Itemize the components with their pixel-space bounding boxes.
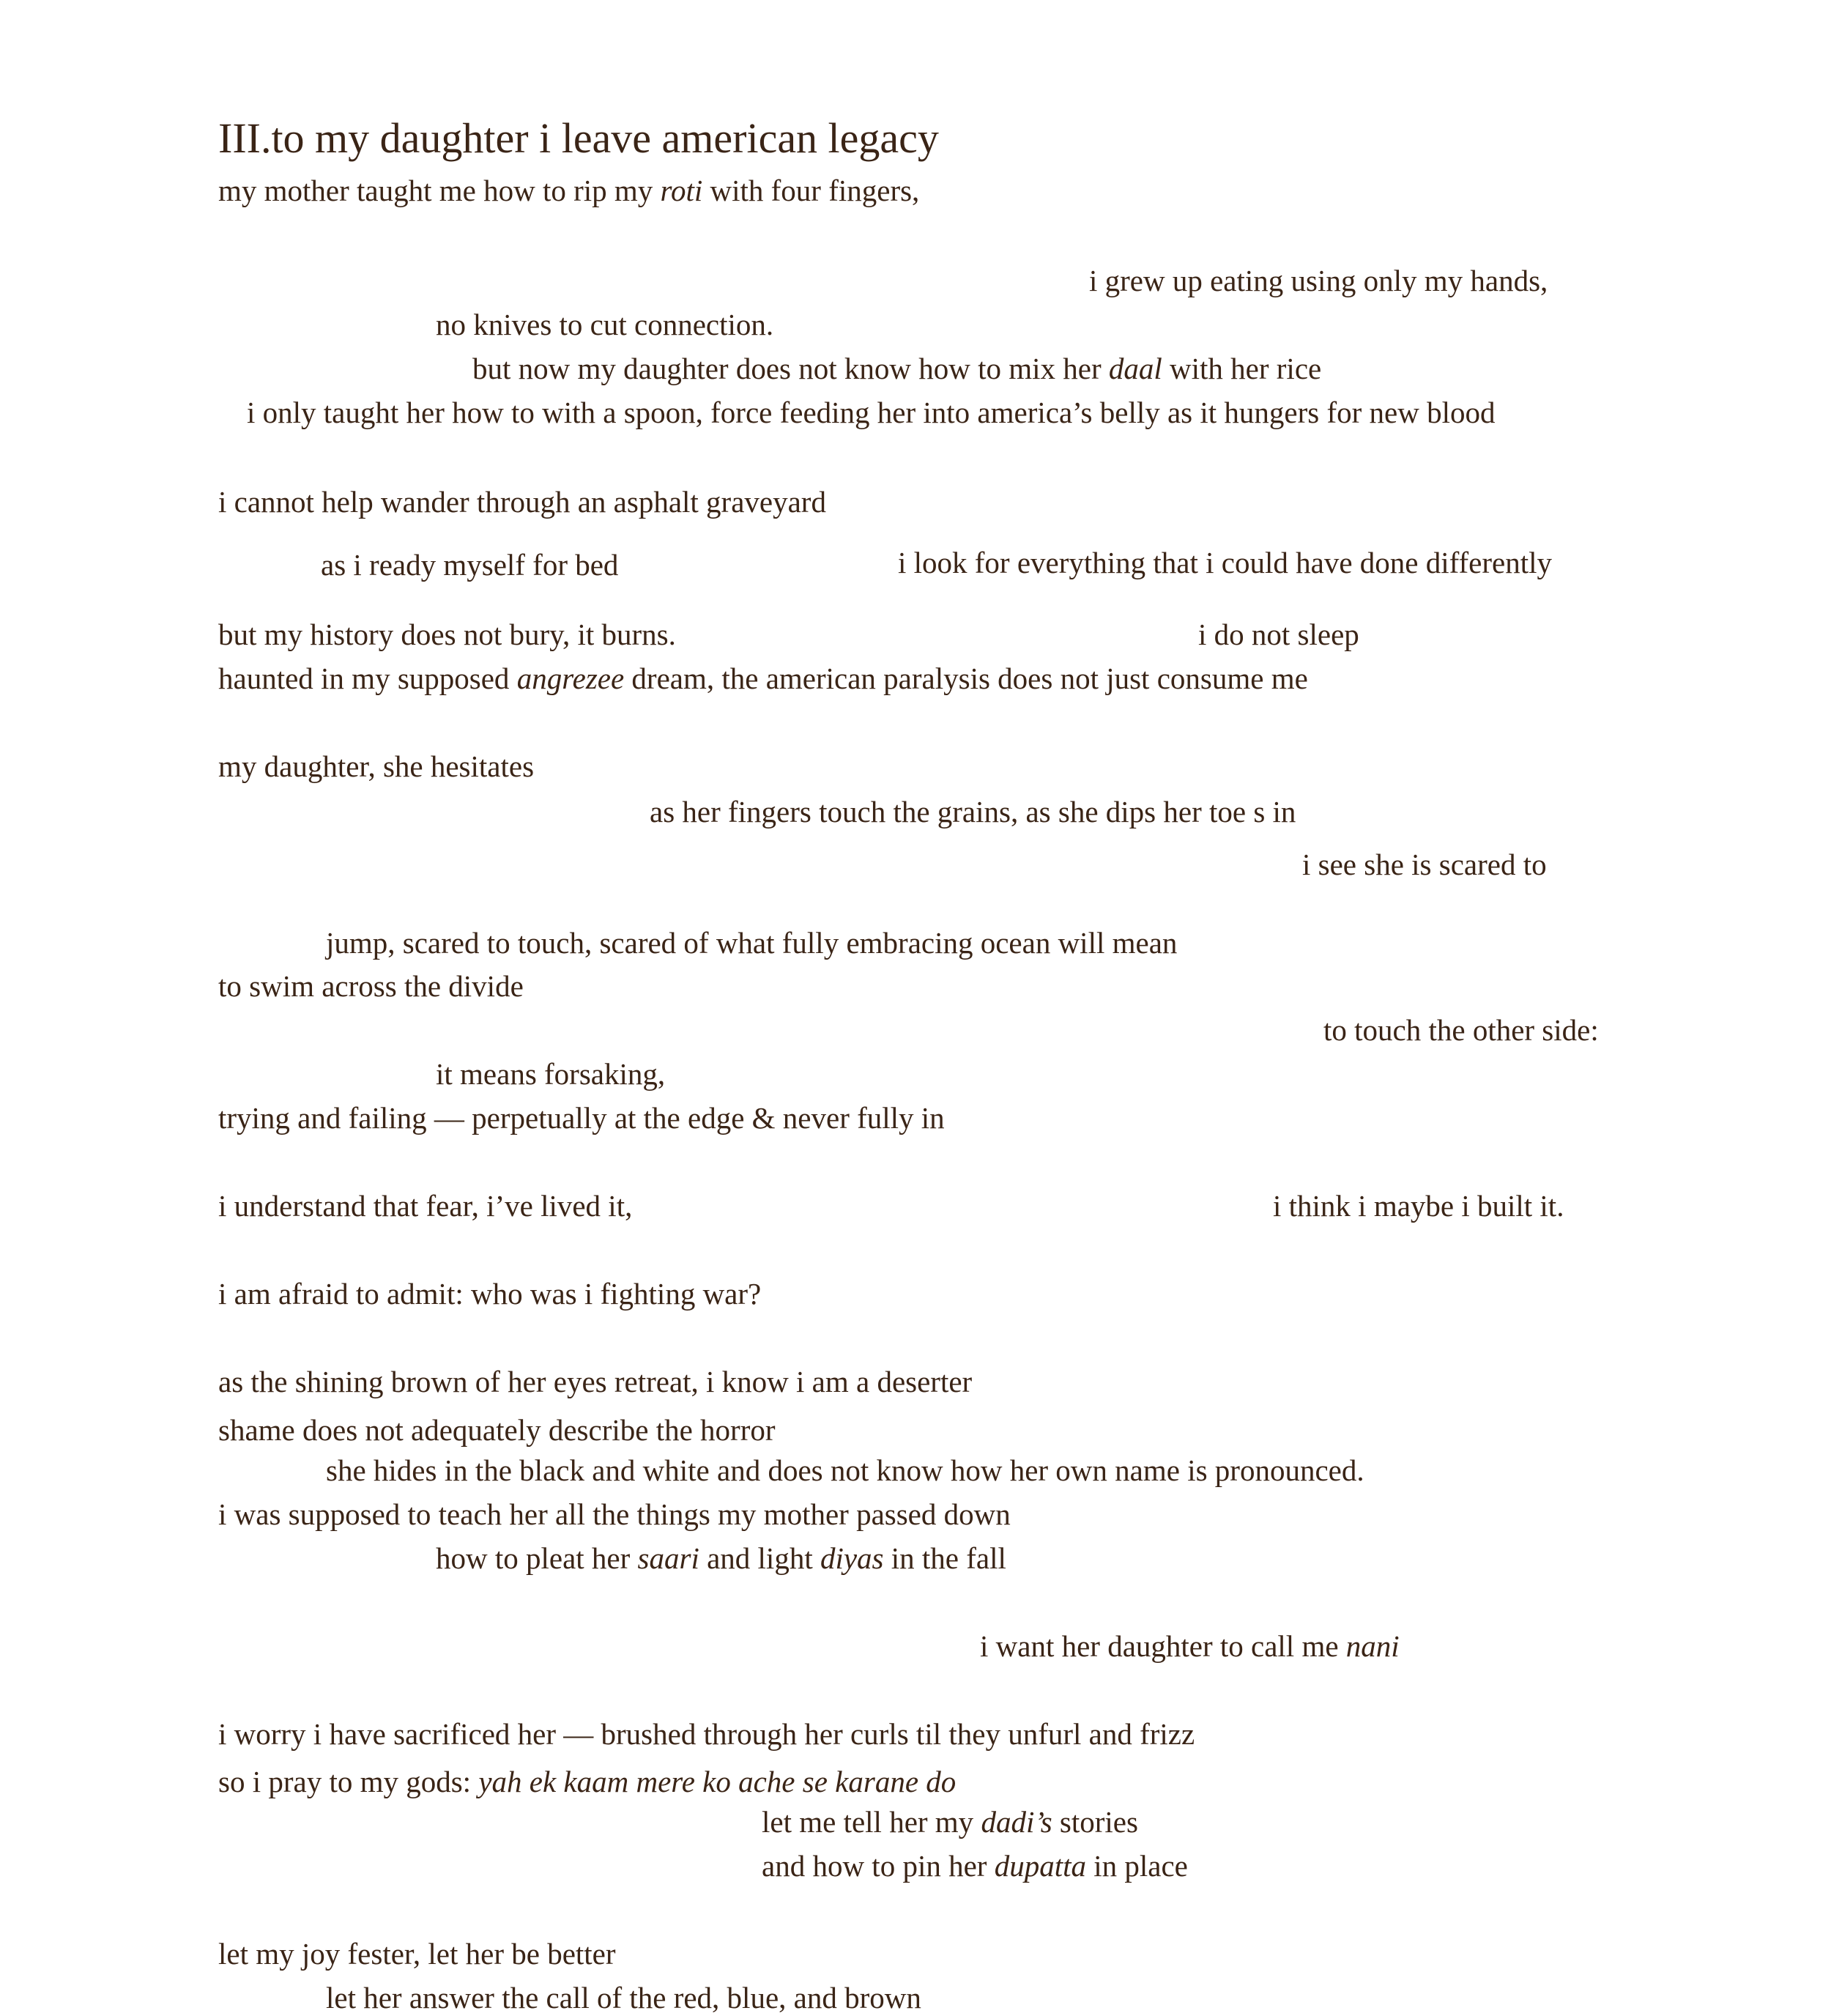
poem-line: as the shining brown of her eyes retreat, i know i am a deserter bbox=[218, 1365, 973, 1398]
poem-line bbox=[218, 176, 919, 206]
italic-word: diyas bbox=[820, 1541, 884, 1575]
poem-line bbox=[980, 1631, 1400, 1661]
line-text: my mother taught me how to rip my bbox=[218, 174, 661, 207]
italic-word: roti bbox=[660, 174, 703, 207]
line-text: in place bbox=[1086, 1849, 1188, 1883]
poem-line: i think i maybe i built it. bbox=[1273, 1189, 1564, 1223]
poem-line: let my joy fester, let her be better bbox=[218, 1937, 616, 1971]
italic-word: saari bbox=[637, 1541, 699, 1575]
poem-line: i look for everything that i could have done differently bbox=[898, 546, 1553, 579]
poem-line: shame does not adequately describe the horror bbox=[218, 1413, 776, 1447]
line-text: and how to pin her bbox=[762, 1849, 995, 1883]
poem-line bbox=[762, 1807, 1138, 1837]
poem-line: she hides in the black and white and does not know how her own name is pronounced. bbox=[326, 1453, 1364, 1487]
poem-line: my daughter, she hesitates bbox=[218, 749, 535, 783]
poem-line: trying and failing — perpetually at the edge & never fully in bbox=[218, 1101, 945, 1135]
poem-line: no knives to cut connection. bbox=[436, 308, 774, 341]
line-text: stories bbox=[1052, 1805, 1138, 1839]
poem-line: i only taught her how to with a spoon, force feeding her into america’s belly as it hungers for new blood bbox=[247, 396, 1496, 429]
italic-word: daal bbox=[1108, 352, 1162, 385]
line-text: but now my daughter does not know how to mix her bbox=[472, 352, 1109, 385]
poem-title: III.to my daughter i leave american legacy bbox=[218, 114, 939, 162]
poem-line: let her answer the call of the red, blue, and brown bbox=[326, 1981, 921, 2015]
line-text: and light bbox=[699, 1541, 820, 1575]
poem-line: i understand that fear, i’ve lived it, bbox=[218, 1189, 633, 1223]
poem-line bbox=[218, 664, 1308, 694]
poem-line: i am afraid to admit: who was i fighting war? bbox=[218, 1277, 762, 1311]
poem-line: i grew up eating using only my hands, bbox=[1089, 264, 1548, 297]
line-text: haunted in my supposed bbox=[218, 662, 517, 695]
poem-line bbox=[218, 1767, 956, 1797]
poem-line bbox=[436, 1541, 1006, 1575]
poem-line: jump, scared to touch, scared of what fully embracing ocean will mean bbox=[326, 926, 1178, 960]
poem-line: to swim across the divide bbox=[218, 969, 524, 1003]
italic-word: nani bbox=[1345, 1629, 1400, 1663]
poem-line: but my history does not bury, it burns. bbox=[218, 618, 676, 651]
italic-phrase: yah ek kaam mere ko ache se karane do bbox=[478, 1765, 957, 1798]
line-text: i want her daughter to call me bbox=[980, 1629, 1346, 1663]
poem-line: to touch the other side: bbox=[1323, 1013, 1599, 1047]
poem-line: i worry i have sacrificed her — brushed through her curls til they unfurl and frizz bbox=[218, 1717, 1195, 1751]
poem-line bbox=[472, 354, 1321, 384]
italic-word: dupatta bbox=[994, 1849, 1086, 1883]
line-text: how to pleat her bbox=[436, 1541, 638, 1575]
line-text: dream, the american paralysis does not just consume me bbox=[624, 662, 1308, 695]
italic-word: angrezee bbox=[516, 662, 625, 695]
line-text: so i pray to my gods: bbox=[218, 1765, 479, 1798]
poem-line bbox=[762, 1851, 1188, 1881]
line-text: in the fall bbox=[883, 1541, 1006, 1575]
line-text: with her rice bbox=[1162, 352, 1322, 385]
poem-line: as her fingers touch the grains, as she dips her toe s in bbox=[650, 795, 1296, 829]
poem-line: i cannot help wander through an asphalt graveyard bbox=[218, 485, 826, 519]
line-text: with four fingers, bbox=[702, 174, 920, 207]
poem-line: i do not sleep bbox=[1198, 618, 1359, 651]
poem-line: as i ready myself for bed bbox=[321, 548, 619, 582]
italic-word: dadi’s bbox=[981, 1805, 1052, 1839]
line-text: let me tell her my bbox=[762, 1805, 981, 1839]
poem-line: i was supposed to teach her all the things my mother passed down bbox=[218, 1497, 1011, 1531]
poem-line: it means forsaking, bbox=[436, 1057, 666, 1091]
poem-line: i see she is scared to bbox=[1302, 848, 1547, 881]
